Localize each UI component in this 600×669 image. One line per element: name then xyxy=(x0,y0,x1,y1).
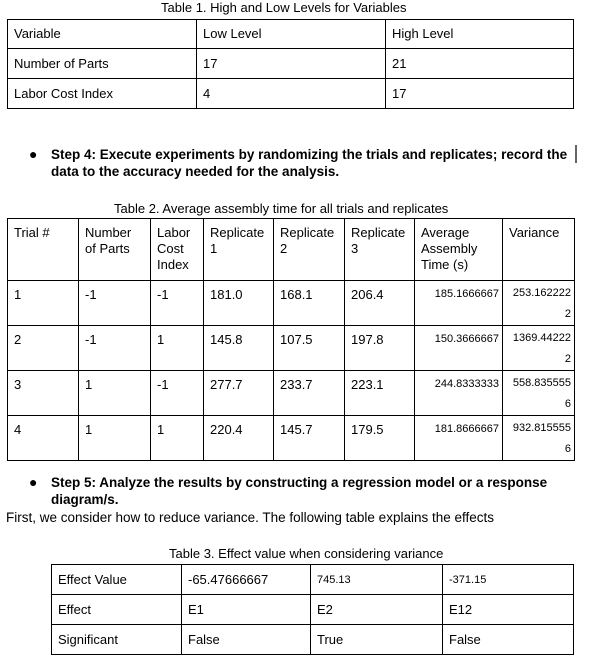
table-row xyxy=(52,625,574,655)
rep1-cell: 220.4 xyxy=(204,416,274,461)
rep1-cell: 145.8 xyxy=(204,326,274,371)
variance-cell: 558.835555 6 xyxy=(503,371,575,416)
variance-cell: 932.815555 6 xyxy=(503,416,575,461)
step4-line1: Step 4: Execute experiments by randomizing the trials and replicates; record the xyxy=(51,147,568,162)
bullet-icon: ● xyxy=(29,146,38,162)
table3-cell: E2 xyxy=(311,595,443,625)
table2-header-cell: Replicate 3 xyxy=(345,219,415,281)
table3-cell: E12 xyxy=(443,595,574,625)
rep2-cell: 107.5 xyxy=(274,326,345,371)
text-cursor xyxy=(575,145,577,163)
table2-header-row xyxy=(8,219,575,281)
table1-header-row xyxy=(8,20,574,49)
parts-cell: 1 xyxy=(79,416,151,461)
parts-cell: -1 xyxy=(79,326,151,371)
step5-line1: Step 5: Analyze the results by constructing a regression model or a response xyxy=(51,475,548,490)
rep2-cell: 145.7 xyxy=(274,416,345,461)
rep3-cell: 223.1 xyxy=(345,371,415,416)
avg-cell: 244.8333333 xyxy=(415,371,503,416)
table1-cell: 17 xyxy=(197,49,386,79)
table-row xyxy=(52,595,574,625)
table-row xyxy=(8,326,575,371)
trial-cell: 4 xyxy=(8,416,79,461)
table1-header-cell: High Level xyxy=(386,20,574,49)
labor-cell: 1 xyxy=(151,416,204,461)
table3-caption: Table 3. Effect value when considering variance xyxy=(169,546,444,561)
table1-cell: 21 xyxy=(386,49,574,79)
parts-cell: -1 xyxy=(79,281,151,326)
table1-header-cell: Low Level xyxy=(197,20,386,49)
rep2-cell: 168.1 xyxy=(274,281,345,326)
table-row xyxy=(8,371,575,416)
rep3-cell: 206.4 xyxy=(345,281,415,326)
labor-cell: 1 xyxy=(151,326,204,371)
avg-cell: 185.1666667 xyxy=(415,281,503,326)
table3-cell: -371.15 xyxy=(443,565,574,595)
table2-header-cell: Number of Parts xyxy=(79,219,151,281)
table2-header-cell: Labor Cost Index xyxy=(151,219,204,281)
table3-cell: False xyxy=(182,625,311,655)
table1 xyxy=(7,19,574,109)
trial-cell: 3 xyxy=(8,371,79,416)
table3-cell: False xyxy=(443,625,574,655)
table2-header-cell: Replicate 2 xyxy=(274,219,345,281)
table3-cell: -65.47666667 xyxy=(182,565,311,595)
table1-cell: Labor Cost Index xyxy=(8,79,197,109)
labor-cell: -1 xyxy=(151,281,204,326)
table2-header-cell: Trial # xyxy=(8,219,79,281)
step5-bullet-item xyxy=(29,474,548,508)
variance-cell: 253.162222 2 xyxy=(503,281,575,326)
labor-cell: -1 xyxy=(151,371,204,416)
rep3-cell: 179.5 xyxy=(345,416,415,461)
step4-line2: data to the accuracy needed for the analysis. xyxy=(51,164,340,179)
trial-cell: 2 xyxy=(8,326,79,371)
rep3-cell: 197.8 xyxy=(345,326,415,371)
table-row xyxy=(8,49,574,79)
table1-cell: 17 xyxy=(386,79,574,109)
table1-cell: Number of Parts xyxy=(8,49,197,79)
rep1-cell: 277.7 xyxy=(204,371,274,416)
table2-caption: Table 2. Average assembly time for all trials and replicates xyxy=(114,201,449,216)
step4-bullet-item xyxy=(29,146,568,180)
table1-header-cell: Variable xyxy=(8,20,197,49)
table-row xyxy=(8,281,575,326)
table2-header-cell: Replicate 1 xyxy=(204,219,274,281)
table3-cell: True xyxy=(311,625,443,655)
rep1-cell: 181.0 xyxy=(204,281,274,326)
table-row xyxy=(8,79,574,109)
table3-cell: E1 xyxy=(182,595,311,625)
table2 xyxy=(7,218,575,461)
trial-cell: 1 xyxy=(8,281,79,326)
table3-cell: Significant xyxy=(52,625,182,655)
step5-line2: diagram/s. xyxy=(51,492,119,507)
variance-cell: 1369.44222 2 xyxy=(503,326,575,371)
table-row xyxy=(52,565,574,595)
bullet-icon: ● xyxy=(29,474,38,490)
table2-header-cell: Variance xyxy=(503,219,575,281)
parts-cell: 1 xyxy=(79,371,151,416)
body-paragraph: First, we consider how to reduce variance. The following table explains the effects xyxy=(6,510,495,525)
table3-cell: 745.13 xyxy=(311,565,443,595)
table3 xyxy=(51,564,574,655)
avg-cell: 150.3666667 xyxy=(415,326,503,371)
table1-caption: Table 1. High and Low Levels for Variables xyxy=(161,0,407,15)
table3-cell: Effect xyxy=(52,595,182,625)
table2-header-cell: Average Assembly Time (s) xyxy=(415,219,503,281)
table-row xyxy=(8,416,575,461)
table1-cell: 4 xyxy=(197,79,386,109)
avg-cell: 181.8666667 xyxy=(415,416,503,461)
table3-cell: Effect Value xyxy=(52,565,182,595)
rep2-cell: 233.7 xyxy=(274,371,345,416)
